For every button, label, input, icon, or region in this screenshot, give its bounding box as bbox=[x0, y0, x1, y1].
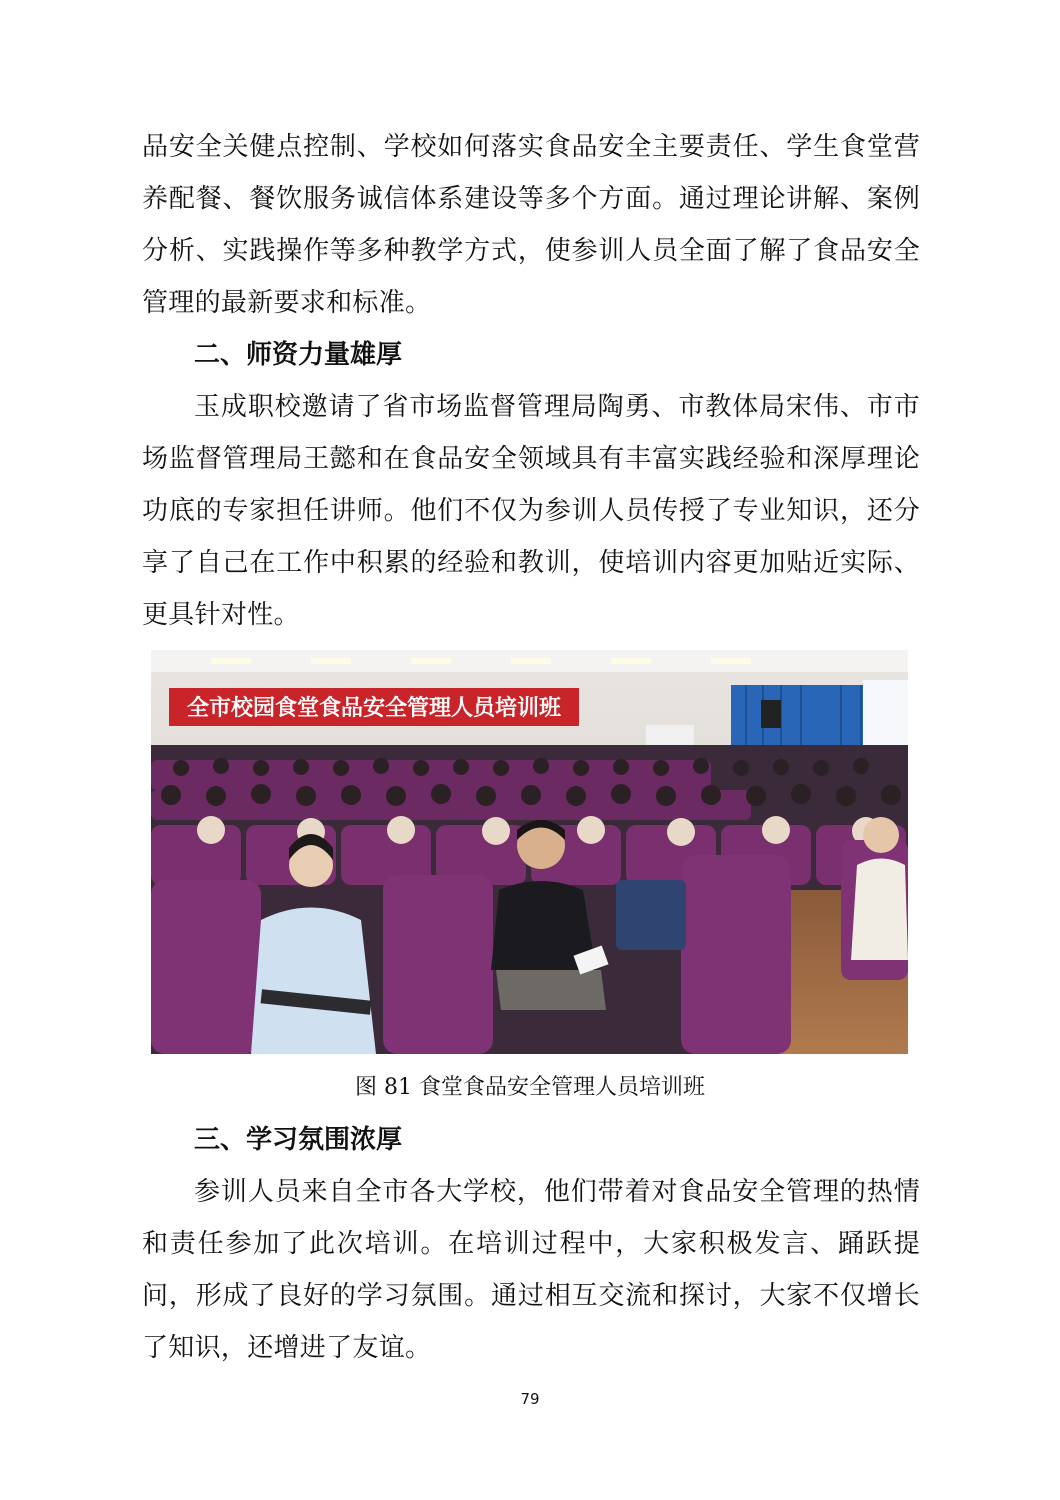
text-line: 了知识，还增进了友谊。 bbox=[142, 1333, 432, 1363]
page-number: 79 bbox=[520, 1390, 540, 1408]
text-line: 更具针对性。 bbox=[142, 600, 300, 630]
text-line: 管理的最新要求和标准。 bbox=[142, 288, 432, 318]
text-line: 养配餐、餐饮服务诚信体系建设等多个方面。通过理论讲解、案例 bbox=[142, 184, 920, 214]
section-heading: 三、学习氛围浓厚 bbox=[194, 1125, 403, 1155]
auditorium-illustration bbox=[151, 650, 908, 1054]
text-line: 功底的专家担任讲师。他们不仅为参训人员传授了专业知识，还分 bbox=[142, 496, 920, 526]
text-line: 场监督管理局王懿和在食品安全领域具有丰富实践经验和深厚理论 bbox=[142, 444, 920, 474]
text-line: 享了自己在工作中积累的经验和教训，使培训内容更加贴近实际、 bbox=[142, 548, 920, 578]
text-line: 品安全关健点控制、学校如何落实食品安全主要责任、学生食堂营 bbox=[142, 132, 920, 162]
bag bbox=[616, 880, 686, 950]
figure-caption: 图 81 食堂食品安全管理人员培训班 bbox=[355, 1075, 705, 1100]
text-line: 和责任参加了此次培训。在培训过程中，大家积极发言、踊跃提 bbox=[142, 1229, 920, 1259]
text-line: 分析、实践操作等多种教学方式，使参训人员全面了解了食品安全 bbox=[142, 236, 920, 266]
training-photo bbox=[151, 650, 908, 1054]
section-heading: 二、师资力量雄厚 bbox=[194, 340, 403, 370]
text-line: 参训人员来自全市各大学校，他们带着对食品安全管理的热情 bbox=[194, 1177, 920, 1207]
text-line: 玉成职校邀请了省市场监督管理局陶勇、市教体局宋伟、市市 bbox=[194, 392, 920, 422]
banner-text: 全市校园食堂食品安全管理人员培训班 bbox=[186, 696, 562, 721]
text-line: 问，形成了良好的学习氛围。通过相互交流和探讨，大家不仅增长 bbox=[142, 1281, 920, 1311]
